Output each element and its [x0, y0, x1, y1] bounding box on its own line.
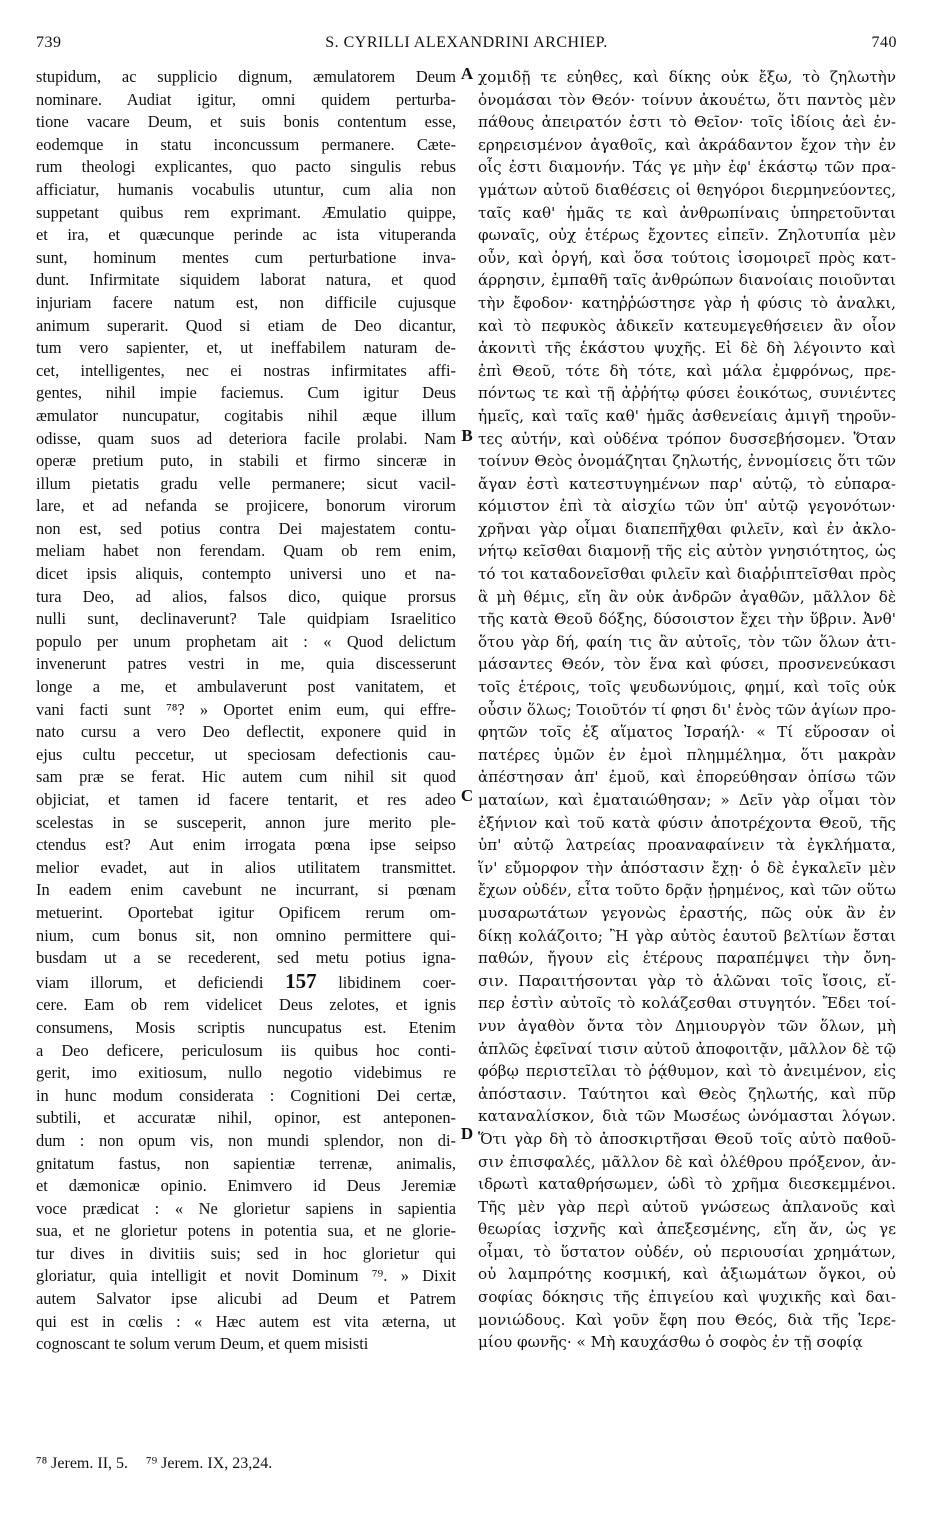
latin-text-line: voce prædicat : « Ne glorietur sapiens in sapientia: [36, 1198, 456, 1218]
latin-text-line: suppetant quibus rem exprimant. Æmulatio quippe,: [36, 202, 456, 222]
greek-text-line: τὴν ἔφοδον· κατηῤῥώστησε γὰρ ἡ φύσις τὸ ἀναλκι,: [478, 293, 896, 312]
greek-text-line: ἔχων οὐδέν, εἶτα τοῦτο δρᾷν ᾑρημένος, καὶ τῶν οὕτω: [478, 881, 896, 900]
margin-marker-c: C: [460, 786, 474, 805]
greek-text-line: ερηρεισμένον ἀγαθοῖς, καὶ ἀκράδαντον ἔχον τὴν ἐν: [478, 135, 896, 154]
greek-text-line: φωναῖς, οὐχ ἑτέρως ἔχοντες εἰπεῖν. Ζηλοτυπία μὲν: [478, 226, 896, 245]
greek-text-line: ταῖς καθ' ἡμᾶς τε καὶ ἀνθρωπίναις ὑπηρετοῦνται: [478, 203, 896, 222]
greek-text-line: σιν. Παραιτήσονται γὰρ τὸ ἁλῶναι τοῖς ἴσοις, εἴ-: [478, 971, 896, 990]
margin-marker-d: D: [460, 1124, 474, 1143]
latin-text-line: a Deo deficere, periculosum iis quibus hoc conti-: [36, 1040, 456, 1060]
latin-text-line: populo per unum prophetam ait : « Quod delictum: [36, 631, 456, 651]
greek-text-line: ἡμεῖς, καὶ ταῖς καθ' ἡμᾶς ἀσθενείαις ἀμιγῆ τηροῦν-: [478, 406, 896, 425]
latin-text-line: cere. Eam ob rem videlicet Deus zelotes, et ignis: [36, 995, 456, 1015]
page-header: [36, 34, 897, 56]
latin-text-line: tum vero sapienter, et, ut ineffabilem naturam de-: [36, 338, 456, 358]
latin-text-line: eodemque in statu inconcussum permanere. Cæte-: [36, 134, 456, 154]
latin-text-line: cet, intelligentes, nec ei nostras infirmitates affi-: [36, 360, 456, 380]
greek-text-line: σοφίας δόκησις τῆς ἐπιγείου καὶ ψυχικῆς καὶ δαι-: [478, 1288, 896, 1307]
latin-text-line: dicet ipsis aliquis, contempto universi uno et na-: [36, 564, 456, 584]
latin-text-line: æmulator nuncupatur, cogitabis nihil æque illum: [36, 405, 456, 425]
greek-text-line: ἃ μὴ θέμις, εἴη ἂν οὐκ ἀνδρῶν ἀγαθῶν, μᾶλλον δὲ: [478, 587, 896, 606]
margin-marker-b: B: [461, 426, 473, 445]
latin-text-line: tione vacare Deum, et suis bonis contentum esse,: [36, 112, 456, 132]
latin-text-line: tur dives in divitiis suis; sed in hoc glorietur qui: [36, 1243, 456, 1263]
latin-text-line: gloriatur, quia intelligit et novit Dominum ⁷⁹. » Dixit: [36, 1266, 456, 1286]
latin-text-line: afficiatur, humanis vocabulis utuntur, cum alia non: [36, 179, 456, 199]
greek-text-line: τοίνυν Θεὸς ὀνομάζηται ζηλωτής, ἐννομίσεις ὅτι τῶν: [478, 452, 896, 471]
latin-text-line: nato cursu a vero Deo deflectit, exponere quid in: [36, 722, 456, 742]
column-marker-157: 157: [285, 969, 317, 993]
greek-text-line: Ὅτι γὰρ δὴ τὸ ἀποσκιρτῆσαι Θεοῦ τοῖς αὐτὸ παθοῦ-: [478, 1129, 896, 1148]
latin-text-line: meliam habet non ferendam. Quam ob rem enim,: [36, 541, 456, 561]
greek-text-line: ἁπλῶς ἐφεῖναί τισιν αὐτοῦ ἀποφοιτᾷν, μᾶλλον δὲ τῷ: [478, 1039, 896, 1058]
latin-text-line: dunt. Infirmitate siquidem laborat natura, et quod: [36, 270, 456, 290]
latin-text-line: ctendus est? Aut enim irrogata pœna ipse seipso: [36, 835, 456, 855]
greek-text-line: φόβῳ περιστεῖλαι τὸ ῥᾴθυμον, καὶ τὸ ἀνειμένον, εἰς: [478, 1062, 896, 1081]
greek-text-line: ἀκονιτὶ τῆς ἑκάστου ψυχῆς. Εἰ δὲ δὴ λέγοιντο καὶ: [478, 339, 896, 358]
greek-text-line: πόντως τε καὶ τῇ ἀῤῥήτῳ φύσει ἐοικότως, συνιέντες: [478, 384, 896, 403]
footnotes: [36, 1455, 456, 1473]
latin-text-line: odisse, quam suos ad deteriora facile prolabi. Nam: [36, 428, 456, 448]
latin-text-line: autem Salvator ipse alicubi ad Deum et Patrem: [36, 1289, 456, 1309]
greek-text-line: καὶ τὸ πεφυκὸς ἀδικεῖν κατευμεγεθήσειεν ἂν οἷον: [478, 316, 896, 335]
margin-marker-a: A: [460, 64, 474, 83]
latin-text-line: ejus cultu peccetur, ut speciosam defectionis cau-: [36, 744, 456, 764]
latin-text-line: et ira, et quæcunque perinde ac ista vituperanda: [36, 225, 456, 245]
latin-text-line: nominare. Audiat igitur, omni quidem perturba-: [36, 89, 456, 109]
greek-text-line: κόμιστον ἐπὶ τὰ αἰσχίω τῶν ὑπ' αὐτῷ γεγονότων·: [478, 497, 896, 516]
greek-text-line: οὖν, καὶ ὀργή, καὶ ὅσα τούτοις ἰσομοιρεῖ πρὸς κατ-: [478, 248, 896, 267]
greek-text-line: δίκῃ κολάζοιτο; Ἢ γὰρ αὐτὸς ἑαυτοῦ βελτίων ἔσται: [478, 926, 896, 945]
greek-text-line: ἵν' εὔμορφον τὴν ἀπόστασιν ἔχῃ· ὁ δὲ ἐγκαλεῖν μὲν: [478, 858, 896, 877]
latin-text-line: gentes, nihil impie faciemus. Cum igitur Deus: [36, 383, 456, 403]
latin-text-line: lare, et ad nefanda se projicere, bonorum virorum: [36, 496, 456, 516]
latin-text-line: animum superarit. Quod si etiam de Deo dicantur,: [36, 315, 456, 335]
latin-text-line: vani facti sunt ⁷⁸? » Oportet enim eum, qui effre-: [36, 699, 456, 719]
latin-text-line: tura Deo, ad alios, falsos dico, quique prorsus: [36, 586, 456, 606]
greek-text-line: ὀνομάσαι τὸν Θεόν· τοίνυν ἀκουέτω, ὅτι παντὸς μὲν: [478, 90, 896, 109]
latin-text-line: longe a me, et ambulaverunt post vanitatem, et: [36, 677, 456, 697]
latin-text-line: stupidum, ac supplicio dignum, æmulatorem Deum: [36, 67, 456, 86]
greek-text-line: οὐ λαμπρότης κοσμική, καὶ ἀξιωμάτων ὄγκοι, οὐ: [478, 1265, 896, 1284]
footnote-79: ⁷⁹ Jerem. IX, 23,24.: [146, 1455, 273, 1472]
latin-text-line: operæ pretium puto, in stabili et firmo sinceræ in: [36, 451, 456, 471]
latin-text-line: metuerint. Oportebat igitur Opificem rerum om-: [36, 902, 456, 922]
latin-text-line: dum : non opum vis, non mundi splendor, non di-: [36, 1130, 456, 1150]
latin-text-line: illum pietatis gradu velle permanere; sicut vacil-: [36, 473, 456, 493]
greek-text-line: καταναλίσκον, διὰ τῶν Μωσέως ὠνόμασται λόγων.: [478, 1107, 896, 1126]
page-number-left: 739: [36, 34, 62, 51]
greek-text-line: μίου φωνῆς· « Μὴ καυχάσθω ὁ σοφὸς ἐν τῇ σοφίᾳ: [478, 1333, 863, 1352]
latin-text-line: sunt, hominum mentes cum perturbatione inva-: [36, 247, 456, 267]
greek-text-line: τῆς κατὰ Θεοῦ δόξης, δύσοιστον ἔχει τὴν ὕβριν. Ἀνθ': [478, 610, 896, 629]
greek-text-line: ὑπ' αὐτῷ λατρείας προαναφαίνειν τὰ ἐγκλήματα,: [478, 836, 896, 855]
greek-text-line: σιν ἐπισφαλές, μᾶλλον δὲ καὶ ὀλέθρου πρόξενον, ἀν-: [478, 1152, 896, 1171]
greek-text-line: παθών, ἤγουν εἰς ἑτέρους παραπέμψει τὴν ὄνη-: [478, 949, 896, 968]
greek-text-line: ἐπὶ Θεοῦ, τότε δὴ τότε, καὶ μάλα ἐμφρόνως, πρε-: [478, 361, 896, 380]
latin-text-line: busdam ut a se recederent, sed metu potius igna-: [36, 948, 456, 968]
greek-text-line: θεωρίας ἰσχνῆς καὶ ἀπεξεσμένης, εἴη ἄν, ὡς γε: [478, 1220, 896, 1239]
latin-column: [36, 66, 456, 1356]
greek-column: [478, 66, 896, 1354]
greek-text-line: πάθους ἀπειρατόν ἐστι τὸ Θεῖον· τοῖς ἰδίοις ἀεὶ ἐν-: [478, 113, 896, 132]
greek-text-line: οὖσιν ὅλως; Τοιοῦτόν τί φησι δι' ἑνὸς τῶν ἁγίων προ-: [478, 700, 896, 719]
latin-text-line: rum theologi explicantes, quo pacto singulis rebus: [36, 157, 456, 177]
latin-text-line: in hunc modum considerata : Cognitioni Dei certæ,: [36, 1085, 456, 1105]
greek-text-line: τες αὐτήν, καὶ οὐδένα τρόπον δυσσεβήσομεν. Ὅταν: [478, 429, 896, 448]
latin-text-line: In eadem enim cavebunt ne incurrant, si pœnam: [36, 880, 456, 900]
latin-text-line: sua, et ne glorietur potens in potentia sua, et ne glorie-: [36, 1221, 456, 1241]
greek-text-line: νήτῳ κεῖσθαι διαμονῇ τῆς εἰς αὐτὸν γνησιότητος, ὡς: [478, 542, 896, 561]
greek-text-line: οἷς ἐστι διαμονήν. Τάς γε μὴν ἐφ' ἑκάστῳ τῶν πρα-: [478, 158, 896, 177]
latin-text-line: nium, cum bonus sit, non omnino permittere qui-: [36, 925, 456, 945]
greek-text-line: μυσαρωτάτων γεγονὼς ἐραστής, πῶς οὐκ ἂν ἐν: [478, 903, 896, 922]
greek-text-line: ὅτου γὰρ δή, φαίη τις ἂν αὐτοῖς, τὸν τῶν ὅλων ἀτι-: [478, 632, 896, 651]
greek-text-line: άρρησιν, ἐμπαθῆ ταῖς ἀνθρώπων διανοίαις ποιοῦνται: [478, 271, 896, 290]
latin-text-line: subtili, et accuratæ nihil, opinor, est anteponen-: [36, 1108, 456, 1128]
greek-text-line: πατέρες ὑμῶν ἐν ἐμοὶ πλημμέλημα, ὅτι μακρὰν: [478, 745, 896, 764]
latin-text-line: sam præ se ferat. Hic autem cum nihil sit quod: [36, 767, 456, 787]
greek-text-line: Τῆς μὲν γὰρ περὶ αὐτοῦ γνώσεως ἀπλανοῦς καὶ: [478, 1197, 896, 1216]
greek-text-line: μονιώδους. Καὶ γοῦν ἔφη που Θεός, διὰ τῆς Ἱερε-: [478, 1310, 896, 1329]
latin-text-line: scelestas in se susceperit, annon jure merito ple-: [36, 812, 456, 832]
greek-text-line: ιδρωτὶ καταθρήσωμεν, ὡδὶ τὸ χρῆμα διεσκεμμένοι.: [478, 1175, 896, 1194]
latin-text-line: objiciat, et tamen id facere tentarit, et res adeo: [36, 790, 456, 809]
footnote-78: ⁷⁸ Jerem. II, 5.: [36, 1455, 129, 1472]
latin-text-line: cognoscant te solum verum Deum, et quem misisti: [36, 1334, 369, 1354]
greek-text-line: ἀπόστασιν. Ταύτητοι καὶ Θεὸς ζηλωτής, καὶ πῦρ: [478, 1084, 896, 1103]
greek-text-line: περ ἐστὶν αὐτοῖς τὸ κολάζεσθαι στυγητόν. Ἔδει τοί-: [478, 994, 896, 1013]
greek-text-line: νυν ἀγαθὸν ὄντα τὸν Δημιουργὸν τῶν ὅλων, μὴ: [478, 1016, 896, 1035]
latin-text-line: nulli sunt, declinaverunt? Tale quidpiam Israelitico: [36, 609, 456, 629]
greek-text-line: ἄγαν ἐστὶ κατεστυγημένων παρ' αὐτῷ, τὸ εὐπαρα-: [478, 474, 896, 493]
latin-text-line: et dæmonicæ opinio. Enimvero id Deus Jeremiæ: [36, 1176, 456, 1196]
latin-text-line: qui est in cœlis : « Hæc autem est vita æterna, ut: [36, 1311, 456, 1331]
latin-text-line: gnitatum fastus, non sapientiæ terrenæ, animalis,: [36, 1153, 456, 1173]
latin-text-line: consumens, Mosis scriptis nuncupatus est. Etenim: [36, 1017, 456, 1037]
greek-text-line: τοῖς ἑτέροις, τοῖς ψευδωνύμοις, φημί, καὶ τοῖς οὐκ: [478, 678, 896, 697]
greek-text-line: γμάτων αὐτοῦ διαθέσεις οἱ θεηγόροι διερμηνεύοντες,: [478, 180, 896, 199]
latin-text-line: melior evadet, aut in alios utilitatem transmittet.: [36, 857, 456, 877]
greek-text-line: τό τοι καταδονεῖσθαι φιλεῖν καὶ διαῤῥιπτεῖσθαι πρὸς: [478, 565, 896, 584]
greek-text-line: χρῆναι γὰρ οἶμαι διαπεπῆχθαι φιλεῖν, καὶ ἐν ἀκλο-: [478, 519, 896, 538]
greek-text-line: ἐξήνιον καὶ τοῦ κατὰ φύσιν ἀποτρέχοντα Θεοῦ, τῆς: [478, 813, 896, 832]
greek-text-line: χομιδῇ τε εὐηθες, καὶ δίκης οὐκ ἔξω, τὸ ζηλωτὴν: [478, 68, 896, 86]
latin-text-line: viam illorum, et deficiendi 157 libidinem coer-: [36, 969, 456, 993]
latin-text-line: non est, sed potius contra Dei majestatem contu-: [36, 518, 456, 538]
greek-text-line: φητῶν τοῖς ἐξ αἵματος Ἰσραήλ· « Τί εὕροσαν οἱ: [478, 723, 896, 742]
latin-text-line: gerit, imo exitiosum, nullo negotio videbimus re: [36, 1063, 456, 1083]
greek-text-line: ἀπέστησαν ἀπ' ἐμοῦ, καὶ ἐπορεύθησαν ὀπίσω τῶν: [478, 768, 896, 787]
latin-text-line: invenerunt patres vestri in me, quia discesserunt: [36, 654, 456, 674]
greek-text-line: μάσαντες Θεόν, τὸν ἕνα καὶ φύσει, προσνενεύκασι: [478, 655, 896, 674]
greek-text-line: ματαίων, καὶ ἐματαιώθησαν; » Δεῖν γὰρ οἶμαι τὸν: [478, 791, 896, 809]
running-title: S. CYRILLI ALEXANDRINI ARCHIEP.: [325, 34, 608, 51]
latin-text-line: injuriam facere natum est, non difficile cujusque: [36, 292, 456, 312]
page-number-right: 740: [871, 34, 897, 51]
greek-text-line: οἶμαι, τὸ ὕστατον οὐδέν, οὐ περιουσίαι χρημάτων,: [478, 1242, 896, 1261]
